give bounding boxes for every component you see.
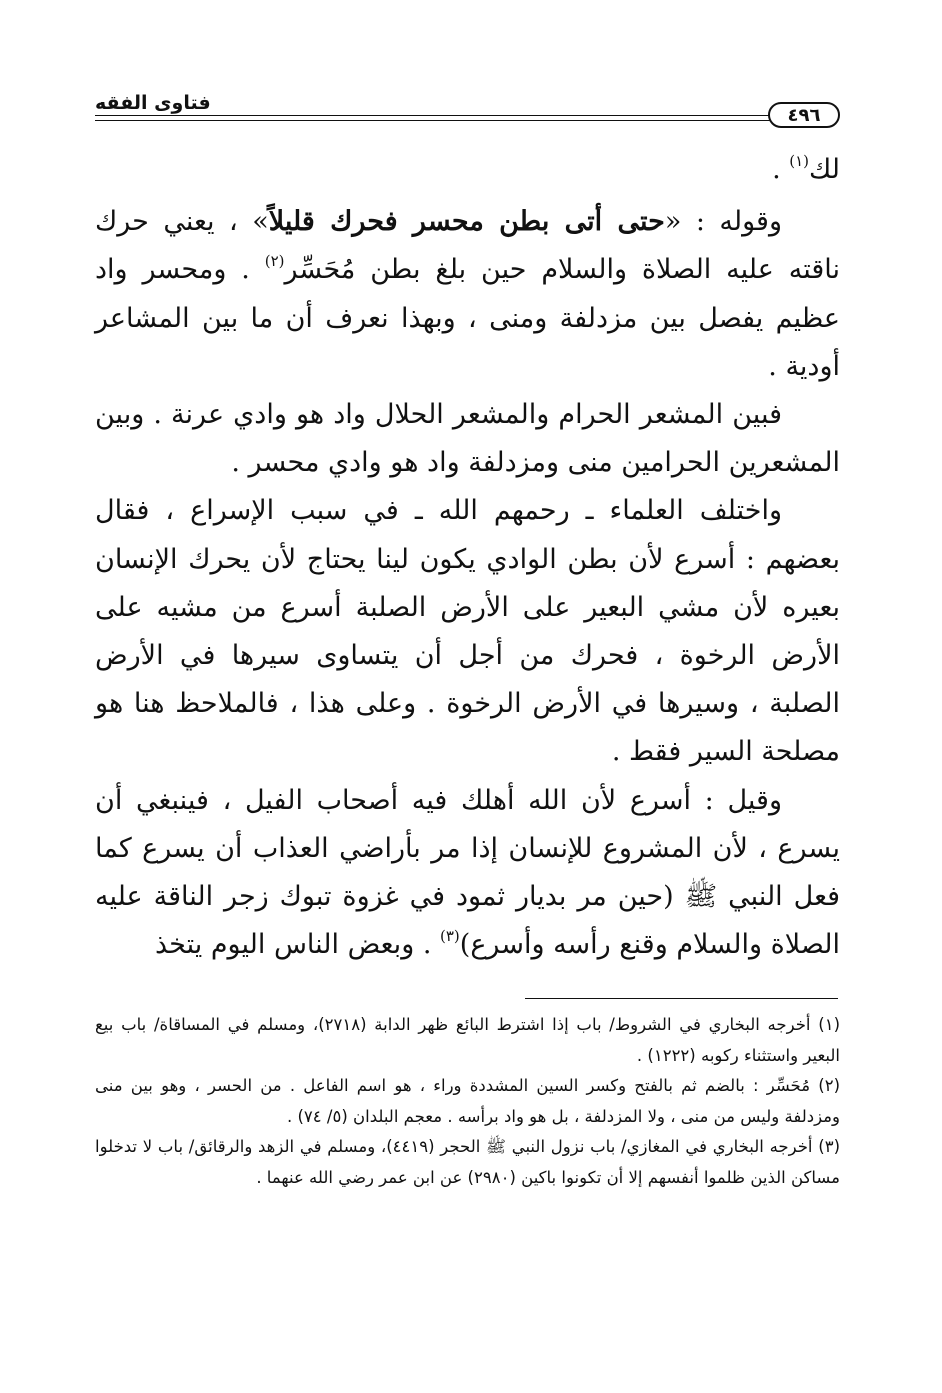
running-title: فتاوى الفقه bbox=[95, 92, 211, 114]
paragraph-text-tail: . ومحسر واد عظيم يفصل بين مزدلفة ومنى ، وبهذا نعرف أن ما بين المشاعر أودية . bbox=[95, 254, 840, 382]
paragraph-2: فبين المشعر الحرام والمشعر الحلال واد هو وادي عرنة . وبين المشعرين الحرامين منى ومزدلفة واد هو وادي محسر . bbox=[95, 399, 840, 479]
header-rule bbox=[95, 115, 770, 116]
page-number: ٤٩٦ bbox=[768, 102, 840, 128]
paragraph-text: لك bbox=[809, 154, 840, 185]
paragraph-text-tail: . bbox=[772, 154, 790, 185]
running-header bbox=[95, 92, 840, 132]
footnote-2: (٢) مُحَسِّر : بالضم ثم بالفتح وكسر السين المشددة وراء ، هو اسم الفاعل . من الحسر ، وهو بين منى ومزدلفة وليس من منى ، ولا المزدلفة ، بل هو واد برأسه . معجم البلدان (٥/ ٧٤) . bbox=[95, 1076, 840, 1126]
footnote-3: (٣) أخرجه البخاري في المغازي/ باب نزول النبي ﷺ الحجر (٤٤١٩)، ومسلم في الزهد والرقائق/ باب لا تدخلوا مساكن الذين ظلموا أنفسهم إلا أن تكونوا باكين (٢٩٨٠) عن ابن عمر رضي الله عنهما . bbox=[95, 1137, 840, 1187]
paragraph-1 bbox=[95, 198, 840, 391]
header-rule-thin bbox=[95, 120, 770, 121]
paragraph-3: واختلف العلماء ـ رحمهم الله ـ في سبب الإسراع ، فقال بعضهم : أسرع لأن بطن الوادي يكون لينا يحتاج لأن يحرك الإنسان بعيره لأن مشي البعير على الأرض الصلبة أسرع من مشيه على الأرض الرخوة ، فحرك من أجل أن يتساوى سيرها في الأرض الصلبة ، وسيرها في الأرض الرخوة . وعلى هذا ، فالملاحظ هنا هو مصلحة السير فقط . bbox=[95, 495, 840, 768]
paragraph-4 bbox=[95, 777, 840, 970]
paragraph-text: وقيل : أسرع لأن الله أهلك فيه أصحاب الفيل ، فينبغي أن يسرع ، لأن المشروع للإنسان إذا مر بأراضي العذاب أن يسرع كما فعل النبي ﷺ (حين مر بديار ثمود في غزوة تبوك زجر الناقة عليه الصلاة والسلام وقنع رأسه وأسرع) bbox=[95, 784, 840, 961]
paragraph-continuation bbox=[95, 146, 840, 194]
paragraph-text: » ، يعني حرك ناقته عليه الصلاة والسلام حين بلغ بطن مُحَسِّر bbox=[95, 206, 841, 286]
main-text bbox=[95, 146, 840, 969]
footnotes bbox=[95, 1010, 840, 1193]
footnote-ref-2[interactable]: (٢) bbox=[264, 252, 285, 271]
footnote-ref-1[interactable]: (١) bbox=[789, 152, 810, 170]
paragraph-text-tail: . وبعض الناس اليوم يتخذ bbox=[154, 929, 440, 961]
paragraph-text: وقوله : « bbox=[664, 206, 782, 238]
footnote-ref-3[interactable]: (٣) bbox=[440, 927, 460, 946]
hadith-quote: حتى أتى بطن محسر فحرك قليلاً bbox=[268, 206, 665, 238]
footnote-separator bbox=[525, 998, 838, 999]
footnote-1: (١) أخرجه البخاري في الشروط/ باب إذا اشترط البائع ظهر الدابة (٢٧١٨)، ومسلم في المساقاة/ باب بيع البعير واستثناء ركوبه (١٢٢٢) . bbox=[95, 1015, 840, 1065]
